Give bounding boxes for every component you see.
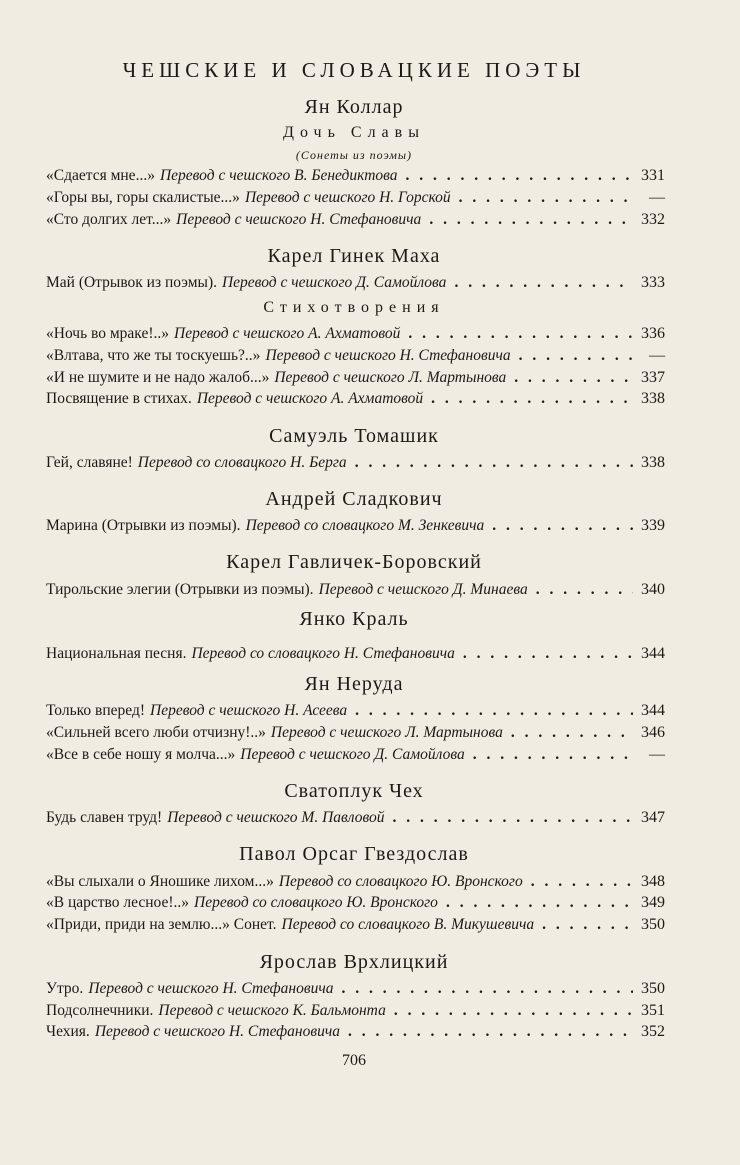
entry-translator: Перевод со словацкого М. Зенкевича — [245, 517, 485, 534]
toc-entry — [46, 894, 665, 916]
poet-heading: Ян Коллар — [304, 96, 404, 118]
entry-title: Тирольские элегии (Отрывки из поэмы). — [46, 581, 314, 598]
entry-title: Май (Отрывок из поэмы). — [46, 274, 217, 291]
dot-leader — [355, 702, 633, 720]
toc-entry — [46, 454, 665, 476]
toc-entry — [46, 702, 665, 724]
entry-translator: Перевод с чешского Н. Горской — [244, 189, 451, 206]
entry-page: 347 — [641, 809, 665, 826]
entry-translator: Перевод со словацкого Ю. Вронского — [194, 894, 438, 911]
dot-leader — [429, 211, 633, 229]
entry-title: «Ночь во мраке!..» — [46, 325, 169, 342]
entry-title: «Вы слыхали о Яношике лихом...» — [46, 873, 274, 890]
entry-title: «Сильней всего люби отчизну!..» — [46, 724, 266, 741]
entry-translator: Перевод с чешского А. Ахматовой — [174, 325, 401, 342]
poet-heading: Янко Краль — [299, 608, 409, 630]
entry-translator: Перевод с чешского В. Бенедиктова — [159, 167, 398, 184]
dot-leader — [408, 325, 633, 343]
dot-leader — [473, 746, 633, 764]
page-number: 706 — [342, 1052, 366, 1069]
entry-page: — — [649, 746, 665, 763]
entry-title: «Все в себе ношу я молча...» — [46, 746, 236, 763]
dot-leader — [355, 454, 633, 472]
toc-entry — [46, 1023, 665, 1045]
entry-title: «Сдается мне...» — [46, 167, 155, 184]
work-title: Стихотворения — [263, 299, 445, 316]
entry-page: 344 — [641, 702, 665, 719]
toc-entry — [46, 1002, 665, 1024]
dot-leader — [392, 809, 633, 827]
toc-entry — [46, 809, 665, 831]
dot-leader — [511, 724, 633, 742]
dot-leader — [492, 517, 633, 535]
entry-translator: Перевод с чешского Д. Минаева — [318, 581, 528, 598]
poet-heading: Ярослав Врхлицкий — [259, 951, 449, 973]
entry-page: 336 — [641, 325, 665, 342]
entry-translator: Перевод с чешского К. Бальмонта — [158, 1002, 386, 1019]
entry-title: «Влтава, что же ты тоскуешь?..» — [46, 347, 261, 364]
entry-page: 350 — [641, 916, 665, 933]
toc-entry — [46, 645, 665, 667]
entry-page: — — [649, 347, 665, 364]
toc-entry — [46, 211, 665, 233]
entry-title: Подсолнечники. — [46, 1002, 154, 1019]
entry-title: «Сто долгих лет...» — [46, 211, 172, 228]
dot-leader — [431, 390, 633, 408]
entry-page: 332 — [641, 211, 665, 228]
dot-leader — [459, 189, 633, 207]
toc-entry — [46, 274, 665, 296]
entry-title: Только вперед! — [46, 702, 145, 719]
entry-translator: Перевод с чешского Н. Стефановича — [88, 980, 334, 997]
entry-page: 352 — [641, 1023, 665, 1040]
entry-title: Гей, славяне! — [46, 454, 133, 471]
entry-translator: Перевод со словацкого Н. Берга — [137, 454, 347, 471]
entry-translator: Перевод с чешского М. Павловой — [167, 809, 385, 826]
toc-entry — [46, 390, 665, 412]
toc-entry — [46, 916, 665, 938]
entry-title: Марина (Отрывки из поэмы). — [46, 517, 241, 534]
toc-entry — [46, 980, 665, 1002]
entry-page: 344 — [641, 645, 665, 662]
entry-title: Будь славен труд! — [46, 809, 163, 826]
entry-translator: Перевод с чешского Н. Асеева — [150, 702, 348, 719]
entry-translator: Перевод со словацкого Ю. Вронского — [278, 873, 523, 890]
entry-page: 339 — [641, 517, 665, 534]
entry-title: «Приди, приди на землю...» Сонет. — [46, 916, 277, 933]
toc-entry — [46, 746, 665, 768]
toc-entry — [46, 517, 665, 539]
toc-entry — [46, 325, 665, 347]
entry-translator: Перевод с чешского Н. Стефановича — [176, 211, 422, 228]
dot-leader — [542, 916, 633, 934]
entry-translator: Перевод с чешского Л. Мартынова — [270, 724, 503, 741]
dot-leader — [454, 274, 633, 292]
entry-page: 338 — [641, 390, 665, 407]
dot-leader — [536, 581, 633, 599]
poet-heading: Сватоплук Чех — [284, 780, 424, 802]
toc-entry — [46, 167, 665, 189]
section-title: ЧЕШСКИЕ И СЛОВАЦКИЕ ПОЭТЫ — [122, 58, 586, 82]
entry-page: 331 — [641, 167, 665, 184]
dot-leader — [348, 1023, 633, 1041]
toc-entry — [46, 189, 665, 211]
dot-leader — [394, 1002, 633, 1020]
entry-page: 351 — [641, 1002, 665, 1019]
entry-title: Посвящение в стихах. — [46, 390, 192, 407]
entry-page: — — [649, 189, 665, 206]
entry-title: Национальная песня. — [46, 645, 187, 662]
work-note: (Сонеты из поэмы) — [295, 148, 413, 162]
entry-translator: Перевод с чешского Д. Самойлова — [221, 274, 447, 291]
dot-leader — [531, 873, 633, 891]
entry-page: 337 — [641, 369, 665, 386]
entry-page: 340 — [641, 581, 665, 598]
entry-translator: Перевод со словацкого Н. Стефановича — [191, 645, 455, 662]
toc-entry — [46, 581, 665, 603]
entry-page: 349 — [641, 894, 665, 911]
dot-leader — [519, 347, 633, 365]
entry-title: «В царство лесное!..» — [46, 894, 190, 911]
entry-translator: Перевод с чешского Л. Мартынова — [274, 369, 507, 386]
poet-heading: Павол Орсаг Гвездослав — [239, 843, 469, 865]
toc-entry — [46, 873, 665, 895]
dot-leader — [463, 645, 633, 663]
entry-title: «И не шумите и не надо жалоб...» — [46, 369, 270, 386]
poet-heading: Карел Гинек Маха — [267, 245, 441, 267]
entry-translator: Перевод со словацкого В. Микушевича — [281, 916, 535, 933]
entry-page: 350 — [641, 980, 665, 997]
entry-title: Чехия. — [46, 1023, 90, 1040]
entry-translator: Перевод с чешского Д. Самойлова — [240, 746, 465, 763]
dot-leader — [514, 369, 633, 387]
entry-page: 333 — [641, 274, 665, 291]
entry-title: «Горы вы, горы скалистые...» — [46, 189, 240, 206]
poet-heading: Ян Неруда — [304, 673, 404, 695]
entry-translator: Перевод с чешского Н. Стефановича — [265, 347, 511, 364]
toc-entry — [46, 369, 665, 391]
toc-entry — [46, 347, 665, 369]
entry-page: 346 — [641, 724, 665, 741]
entry-translator: Перевод с чешского А. Ахматовой — [196, 390, 424, 407]
entry-page: 348 — [641, 873, 665, 890]
toc-entry — [46, 724, 665, 746]
dot-leader — [406, 167, 633, 185]
poet-heading: Самуэль Томашик — [269, 425, 439, 447]
entry-translator: Перевод с чешского Н. Стефановича — [94, 1023, 340, 1040]
poet-heading: Андрей Сладкович — [265, 488, 443, 510]
work-title: Дочь Славы — [283, 124, 425, 141]
dot-leader — [446, 894, 633, 912]
poet-heading: Карел Гавличек-Боровский — [226, 551, 482, 573]
dot-leader — [342, 980, 634, 998]
entry-title: Утро. — [46, 980, 84, 997]
entry-page: 338 — [641, 454, 665, 471]
